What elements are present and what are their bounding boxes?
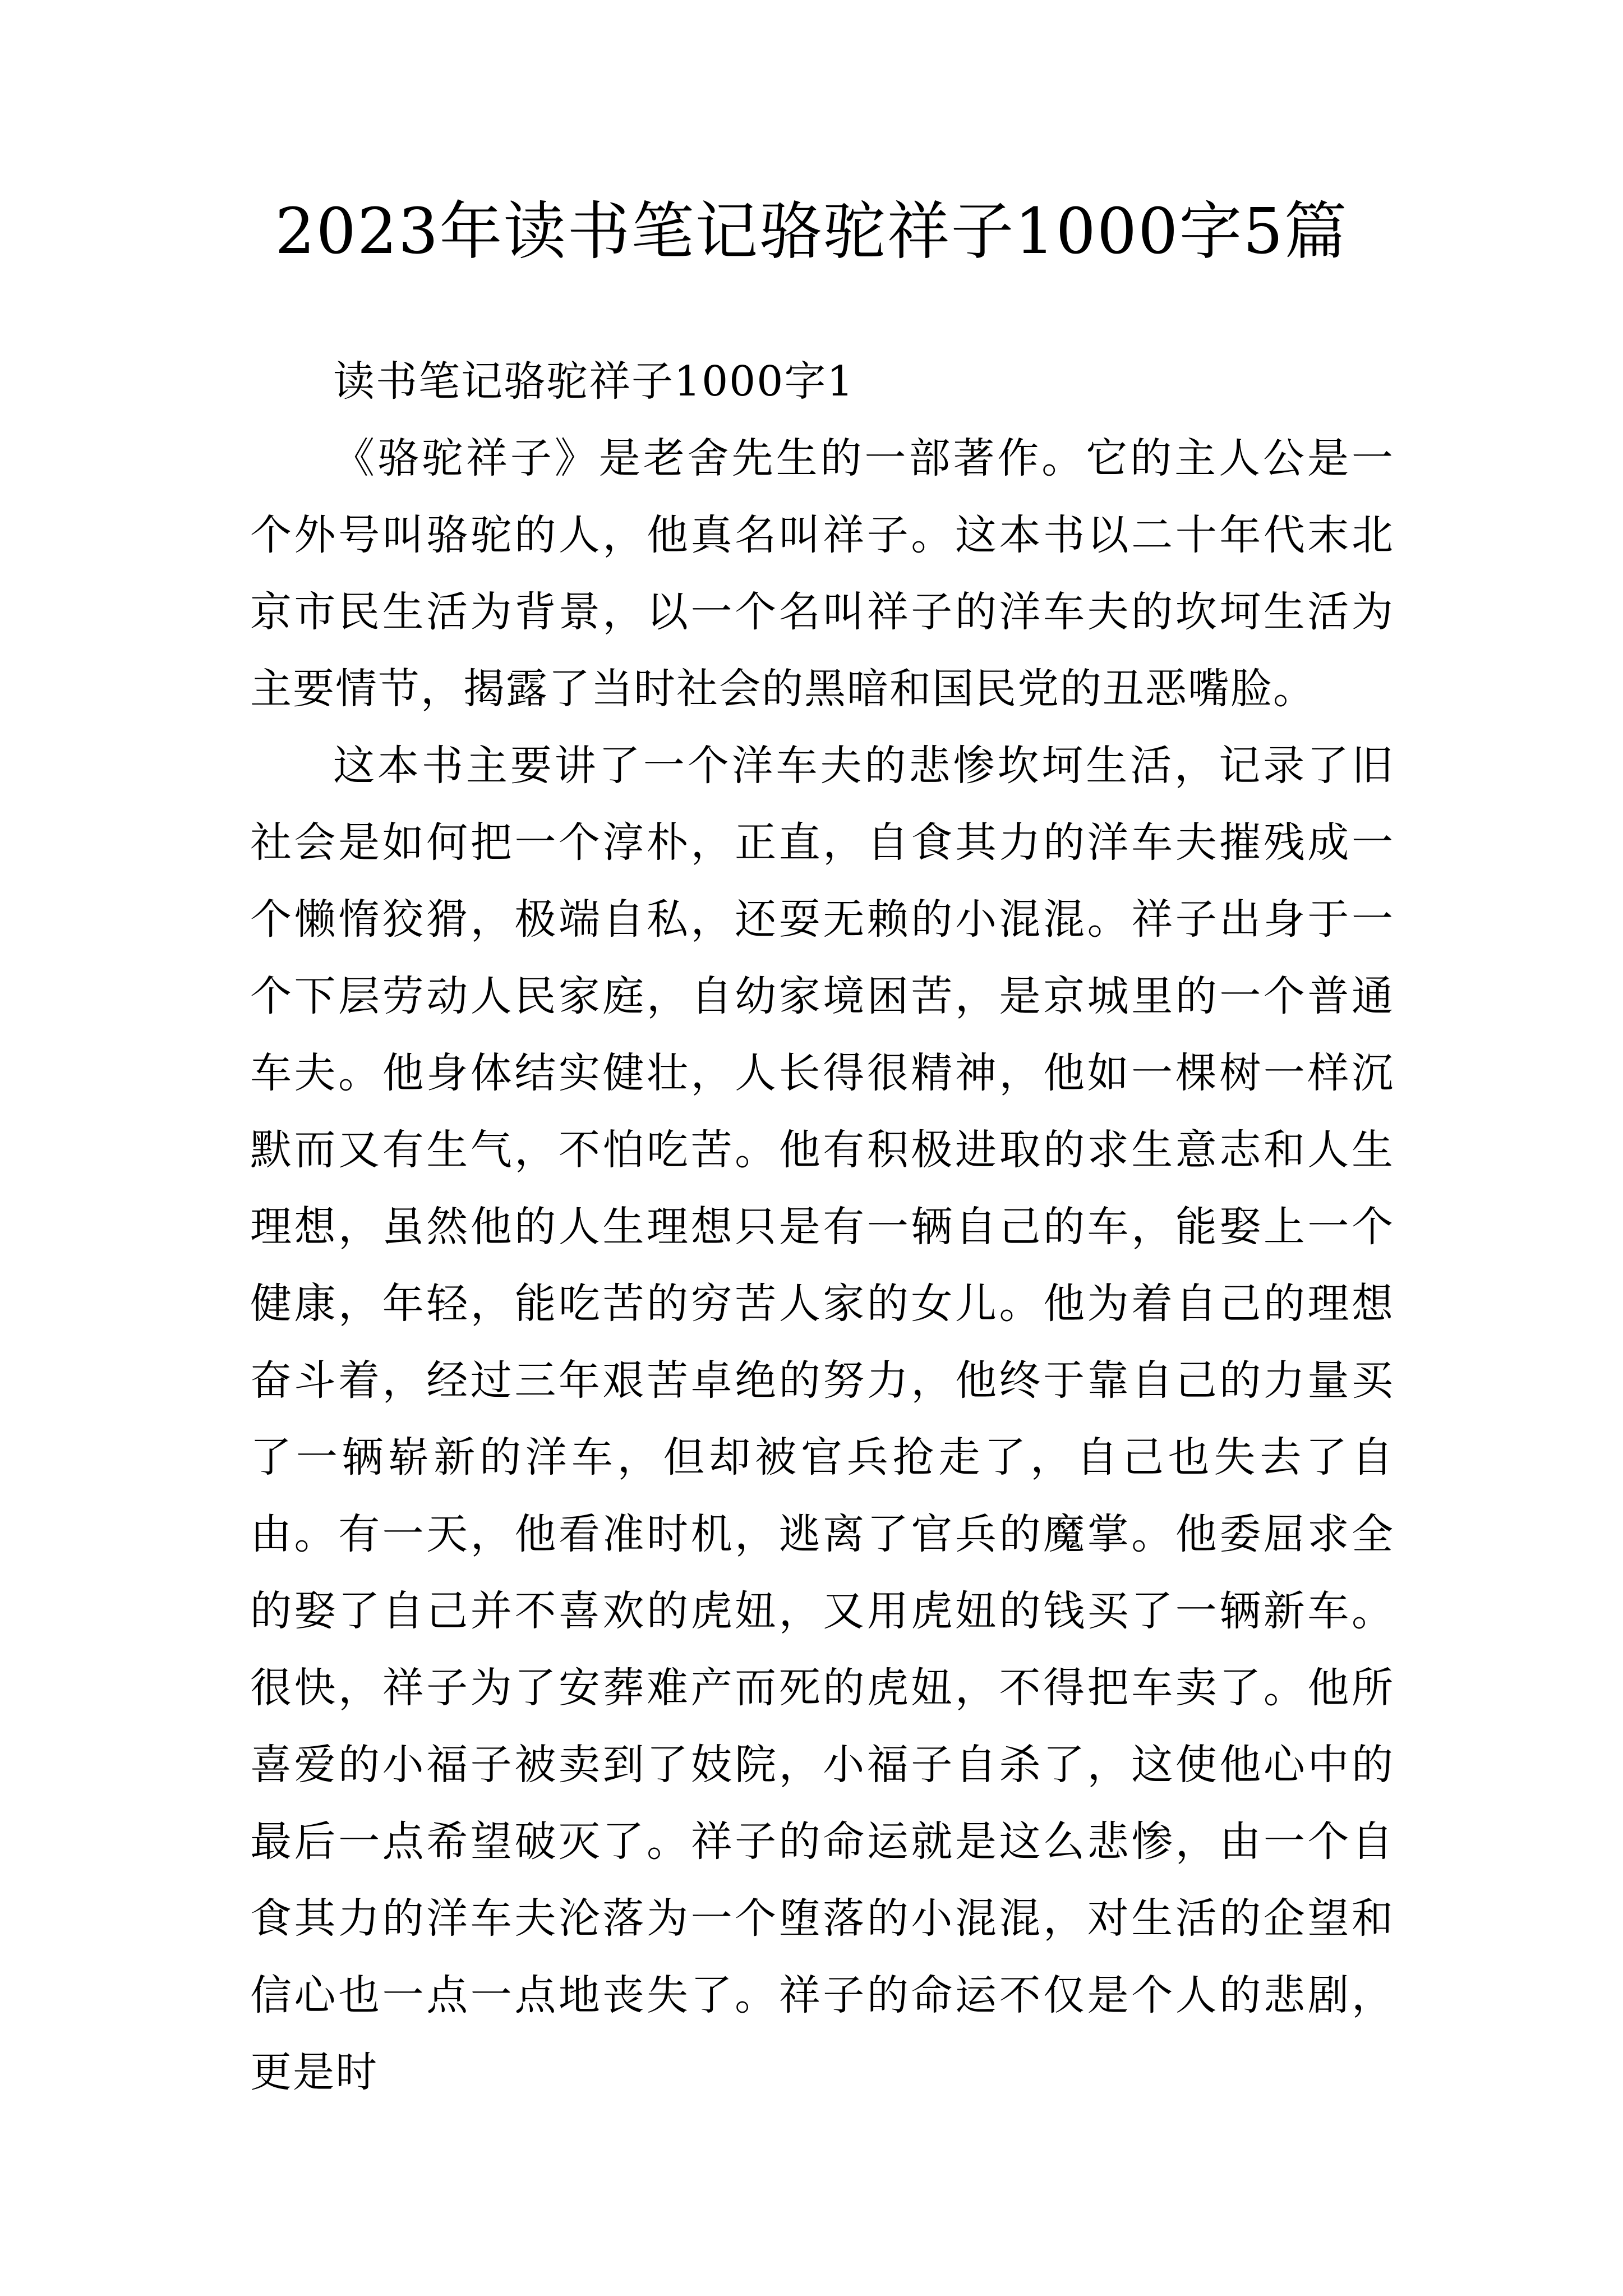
- document-body: [250, 343, 1394, 2111]
- section-heading: 读书笔记骆驼祥子1000字1: [333, 357, 855, 406]
- paragraph-2: 这本书主要讲了一个洋车夫的悲惨坎坷生活，记录了旧社会是如何把一个淳朴，正直，自食其力的洋车夫摧残成一个懒惰狡猾，极端自私，还耍无赖的小混混。祥子出身于一个下层劳动人民家庭，自幼家境困苦，是京城里的一个普通车夫。他身体结实健壮，人长得很精神，他如一棵树一样沉默而又有生气，不怕吃苦。他有积极进取的求生意志和人生理想，虽然他的人生理想只是有一辆自己的车，能娶上一个健康，年轻，能吃苦的穷苦人家的女儿。他为着自己的理想奋斗着，经过三年艰苦卓绝的努力，他终于靠自己的力量买了一辆崭新的洋车，但却被官兵抢走了，自己也失去了自由。有一天，他看准时机，逃离了官兵的魔掌。他委屈求全的娶了自己并不喜欢的虎妞，又用虎妞的钱买了一辆新车。很快，祥子为了安葬难产而死的虎妞，不得把车卖了。他所喜爱的小福子被卖到了妓院，小福子自杀了，这使他心中的最后一点希望破灭了。祥子的命运就是这么悲惨，由一个自食其力的洋车夫沦落为一个堕落的小混混，对生活的企望和信心也一点一点地丧失了。祥子的命运不仅是个人的悲剧，更是时: [250, 742, 1394, 2096]
- paragraph-1: 《骆驼祥子》是老舍先生的一部著作。它的主人公是一个外号叫骆驼的人，他真名叫祥子。这本书以二十年代末北京市民生活为背景，以一个名叫祥子的洋车夫的坎坷生活为主要情节，揭露了当时社会的黑暗和国民党的丑恶嘴脸。: [250, 434, 1394, 713]
- document-title: 2023年读书笔记骆驼祥子1000字5篇: [275, 195, 1348, 268]
